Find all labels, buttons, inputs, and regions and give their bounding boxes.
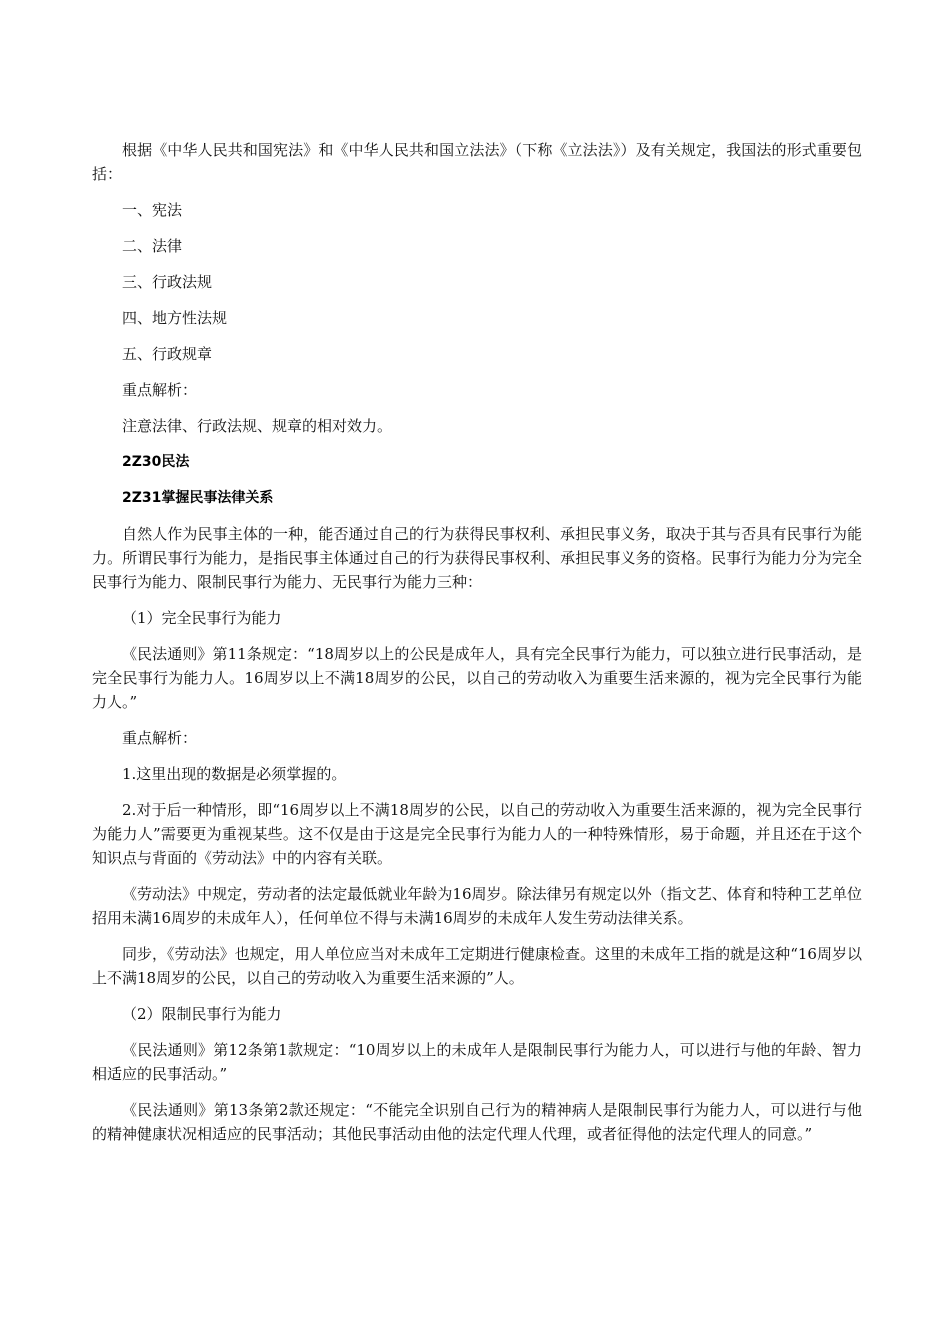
section-heading-civil-relations: 2Z31掌握民事法律关系 [122,490,274,506]
list-item-constitution: 一、宪法 [122,201,183,219]
list-item-administrative-regulation: 三、行政法规 [122,273,213,291]
subheading-limited-capacity: （2）限制民事行为能力 [122,1005,282,1023]
paragraph-point-2: 2.对于后一种情形，即“16周岁以上不满18周岁的公民，以自己的劳动收入为重要生活来源的，视为完全民事行为能力人”需要更为重视某些。这不仅是由于这是完全民事行为能力人的一种特殊情形，易于命题，并且还在于这个知识点与背面的《劳动法》中的内容有关联。 [92,801,862,867]
paragraph-labor-law-health: 同步，《劳动法》也规定，用人单位应当对未成年工定期进行健康检查。这里的未成年工指的就是这种“16周岁以上不满18周岁的公民，以自己的劳动收入为重要生活来源的”人。 [92,945,862,987]
document-page [92,138,862,1158]
list-item-local-regulation: 四、地方性法规 [122,309,228,327]
paragraph-note: 注意法律、行政法规、规章的相对效力。 [122,417,393,435]
paragraph-intro: 根据《中华人民共和国宪法》和《中华人民共和国立法法》（下称《立法法》）及有关规定，我国法的形式重要包括： [92,141,862,183]
paragraph-point-1: 1.这里出现的数据是必须掌握的。 [122,765,347,783]
paragraph-article-11: 《民法通则》第11条规定：“18周岁以上的公民是成年人，具有完全民事行为能力，可以独立进行民事活动，是完全民事行为能力人。16周岁以上不满18周岁的公民，以自己的劳动收入为重要生活来源的，视为完全民事行为能力人。” [92,645,862,711]
list-item-administrative-rule: 五、行政规章 [122,345,213,363]
list-item-law: 二、法律 [122,237,183,255]
paragraph-article-12: 《民法通则》第12条第1款规定：“10周岁以上的未成年人是限制民事行为能力人，可以进行与他的年龄、智力相适应的民事活动。” [92,1041,862,1083]
subheading-full-capacity: （1）完全民事行为能力 [122,609,282,627]
paragraph-capacity-intro: 自然人作为民事主体的一种，能否通过自己的行为获得民事权利、承担民事义务，取决于其与否具有民事行为能力。所谓民事行为能力，是指民事主体通过自己的行为获得民事权利、承担民事义务的资格。民事行为能力分为完全民事行为能力、限制民事行为能力、无民事行为能力三种： [92,525,862,591]
paragraph-article-13: 《民法通则》第13条第2款还规定：“不能完全识别自己行为的精神病人是限制民事行为能力人，可以进行与他的精神健康状况相适应的民事活动；其他民事活动由他的法定代理人代理，或者征得他的法定代理人的同意。” [92,1101,862,1143]
section-heading-civil-law: 2Z30民法 [122,454,190,470]
key-analysis-label: 重点解析： [122,381,198,399]
key-analysis-label: 重点解析： [122,729,198,747]
paragraph-labor-law-age: 《劳动法》中规定，劳动者的法定最低就业年龄为16周岁。除法律另有规定以外（指文艺、体育和特种工艺单位招用未满16周岁的未成年人），任何单位不得与未满16周岁的未成年人发生劳动法律关系。 [92,885,862,927]
